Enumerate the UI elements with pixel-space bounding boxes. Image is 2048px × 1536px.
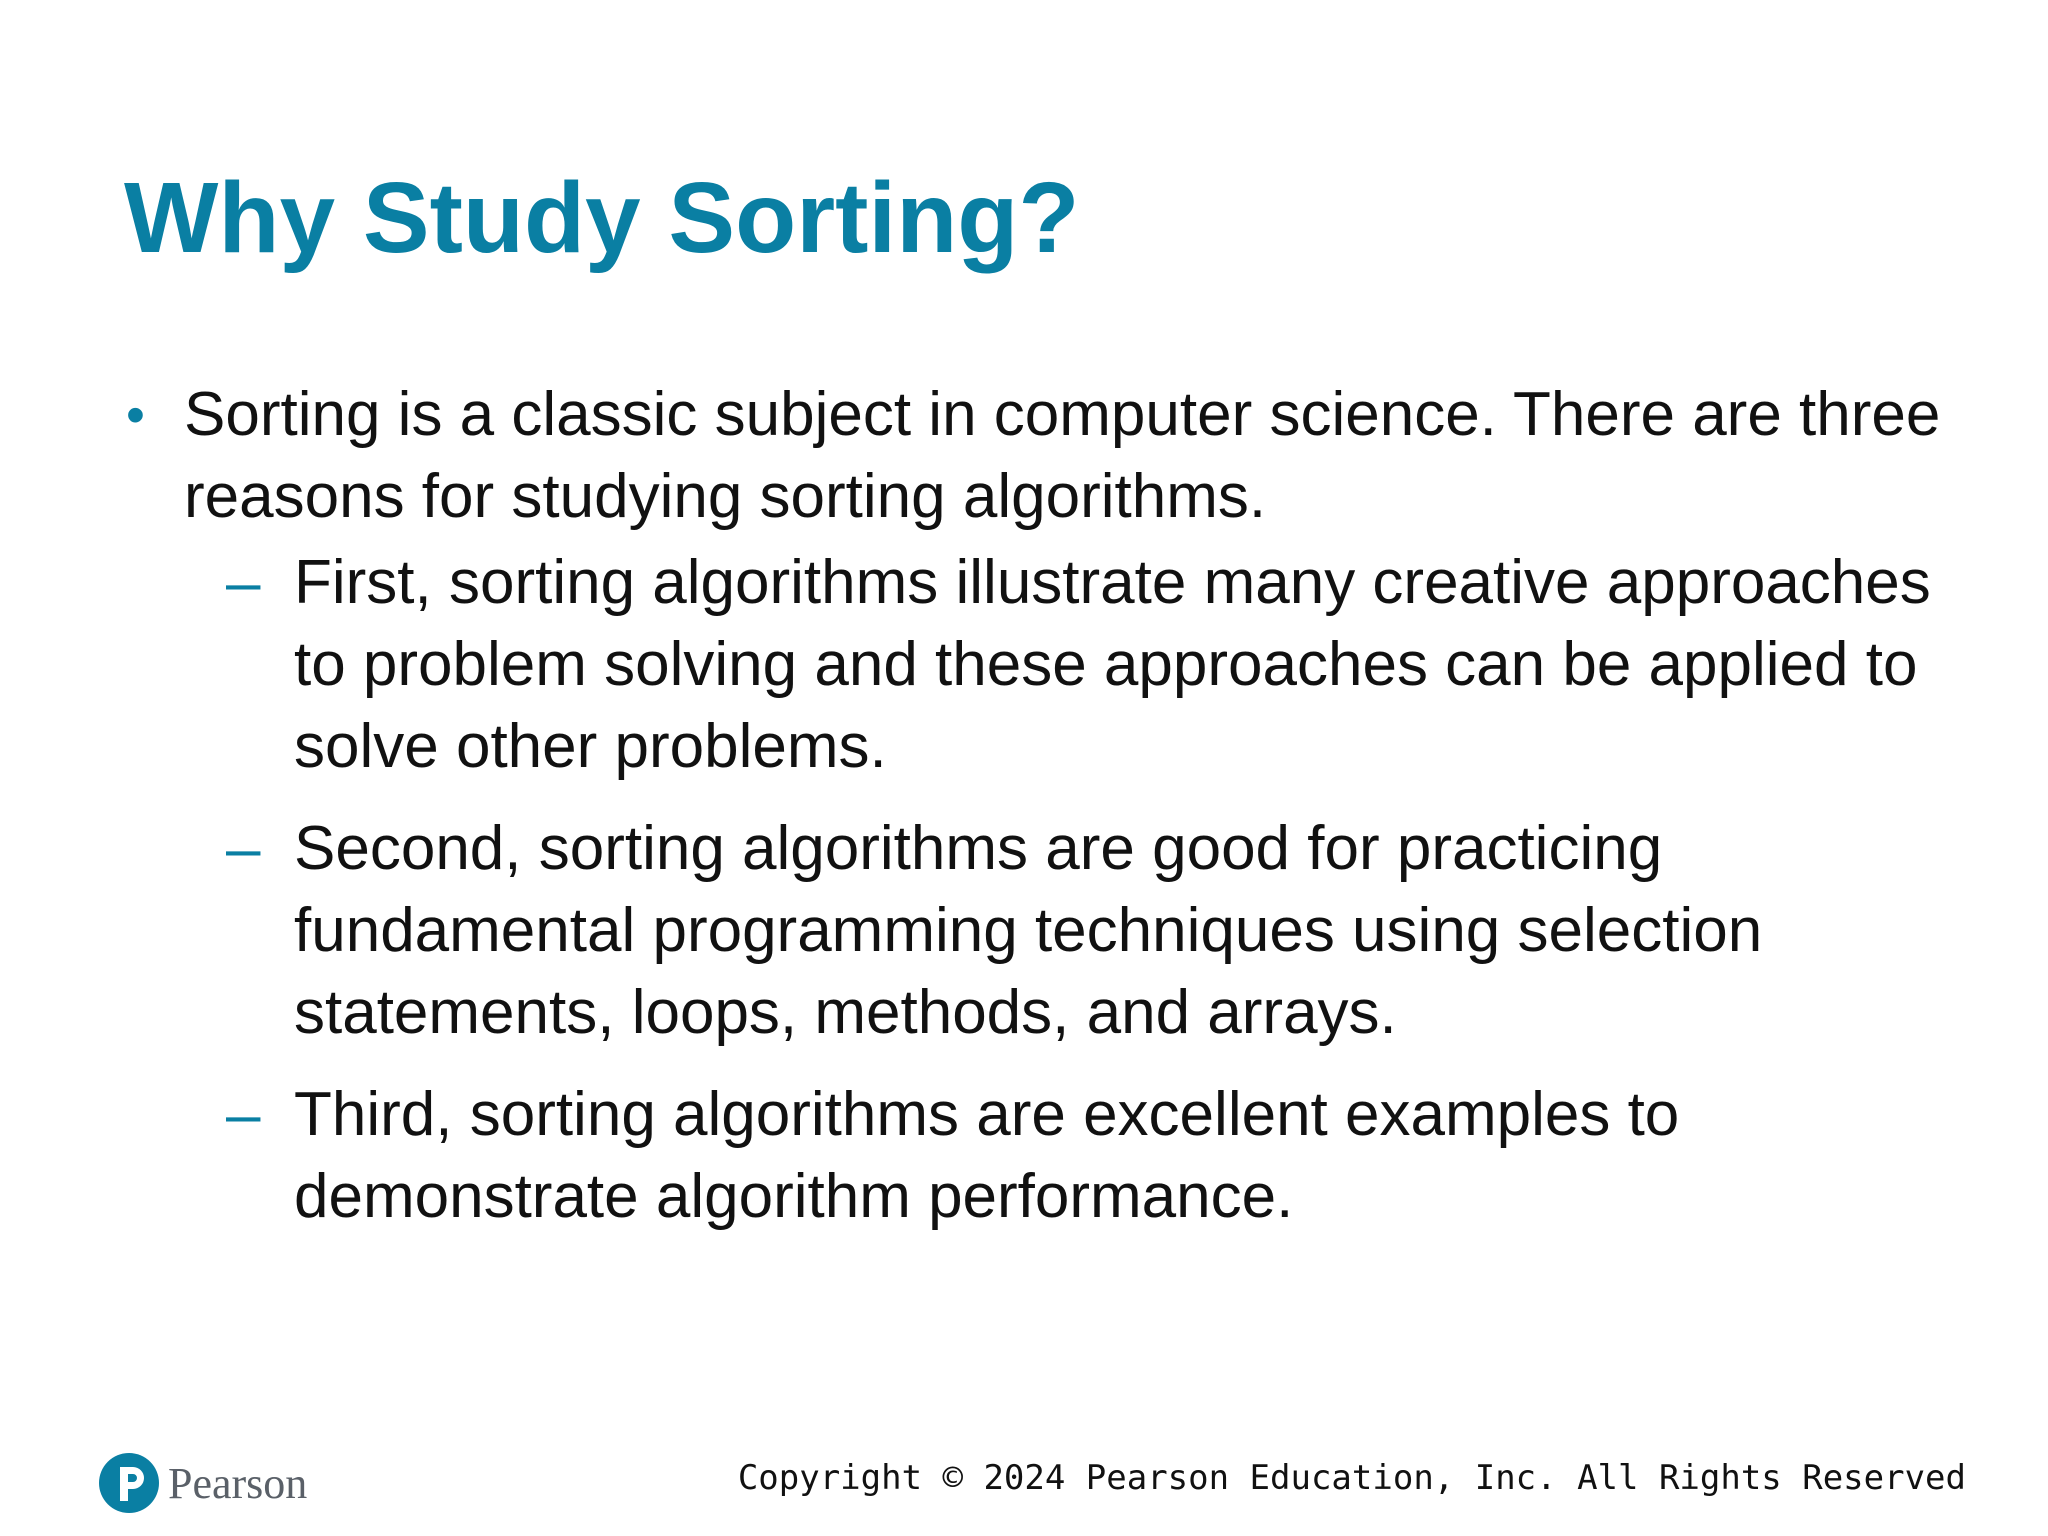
sub-bullet-marker: – bbox=[226, 548, 261, 617]
slide-body bbox=[124, 374, 1944, 1258]
sub-bullet-second bbox=[124, 808, 1944, 1054]
main-bullet bbox=[124, 374, 1944, 538]
sub-bullet-marker: – bbox=[226, 814, 261, 883]
sub-bullet-third bbox=[124, 1074, 1944, 1238]
main-bullet-text: Sorting is a classic subject in computer science. There are three reasons for studying sorting algorithms. bbox=[184, 380, 1941, 531]
copyright-notice: Copyright © 2024 Pearson Education, Inc. All Rights Reserved bbox=[737, 1458, 1966, 1498]
sub-bullet-text: Third, sorting algorithms are excellent examples to demonstrate algorithm performance. bbox=[294, 1080, 1680, 1231]
sub-bullet-text: Second, sorting algorithms are good for practicing fundamental programming techniques using selection statements, loops, methods, and arrays. bbox=[294, 814, 1763, 1047]
pearson-p-icon bbox=[98, 1452, 160, 1514]
sub-bullet-marker: – bbox=[226, 1080, 261, 1149]
pearson-logo bbox=[98, 1452, 307, 1514]
bullet-marker: • bbox=[126, 385, 145, 445]
sub-bullet-text: First, sorting algorithms illustrate many creative approaches to problem solving and these approaches can be applied to solve other problems. bbox=[294, 548, 1931, 781]
slide-title: Why Study Sorting? bbox=[124, 162, 1080, 274]
sub-bullet-first bbox=[124, 542, 1944, 788]
pearson-wordmark: Pearson bbox=[168, 1458, 308, 1508]
